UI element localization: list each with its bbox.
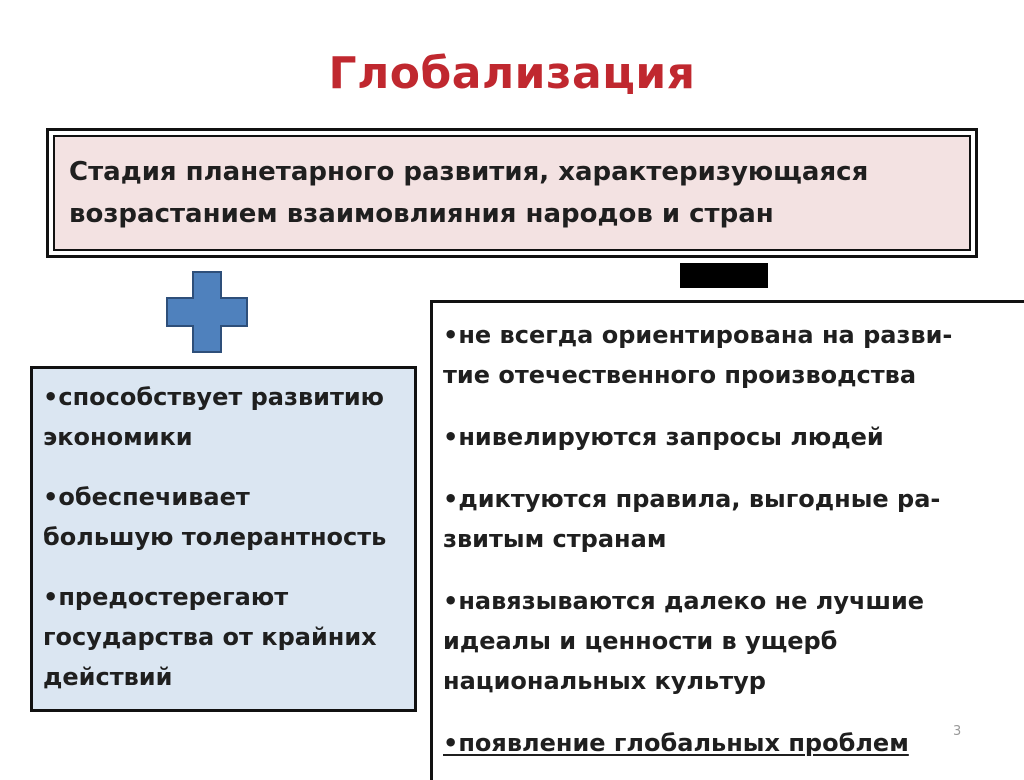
item-line: •навязываются далеко не лучшие bbox=[443, 587, 925, 615]
item-line: тие отечественного производства bbox=[443, 361, 917, 389]
item-line: •способствует развитию bbox=[43, 383, 385, 411]
item-line: •появление глобальных проблем bbox=[443, 729, 909, 757]
slide-title: Глобализация bbox=[328, 48, 696, 99]
list-item bbox=[443, 417, 1024, 457]
cons-list bbox=[430, 300, 1024, 780]
item-line: звитым странам bbox=[443, 525, 667, 553]
item-line: •предостерегают bbox=[43, 583, 289, 611]
list-item bbox=[443, 581, 1024, 701]
definition-text bbox=[53, 135, 971, 251]
item-line: •не всегда ориентирована на разви- bbox=[443, 321, 953, 349]
item-line: большую толерантность bbox=[43, 523, 387, 551]
item-line: •диктуются правила, выгодные ра- bbox=[443, 485, 941, 513]
definition-line: возрастанием взаимовлияния народов и стран bbox=[69, 199, 774, 229]
list-item bbox=[43, 577, 406, 697]
item-line: государства от крайних bbox=[43, 623, 377, 651]
minus-icon bbox=[680, 263, 768, 288]
list-item bbox=[443, 479, 1024, 559]
list-item bbox=[43, 377, 406, 457]
item-line: действий bbox=[43, 663, 173, 691]
item-line: •нивелируются запросы людей bbox=[443, 423, 884, 451]
pros-list bbox=[30, 366, 417, 712]
item-line: национальных культур bbox=[443, 667, 766, 695]
item-line: •обеспечивает bbox=[43, 483, 250, 511]
page-number: 3 bbox=[953, 724, 962, 739]
list-item bbox=[443, 315, 1024, 395]
item-line: идеалы и ценности в ущерб bbox=[443, 627, 838, 655]
definition-line: Стадия планетарного развития, характеризующаяся bbox=[69, 157, 869, 187]
plus-icon bbox=[166, 271, 248, 353]
list-item bbox=[43, 477, 406, 557]
item-line: экономики bbox=[43, 423, 193, 451]
definition-box bbox=[46, 128, 978, 258]
list-item bbox=[443, 723, 1024, 763]
